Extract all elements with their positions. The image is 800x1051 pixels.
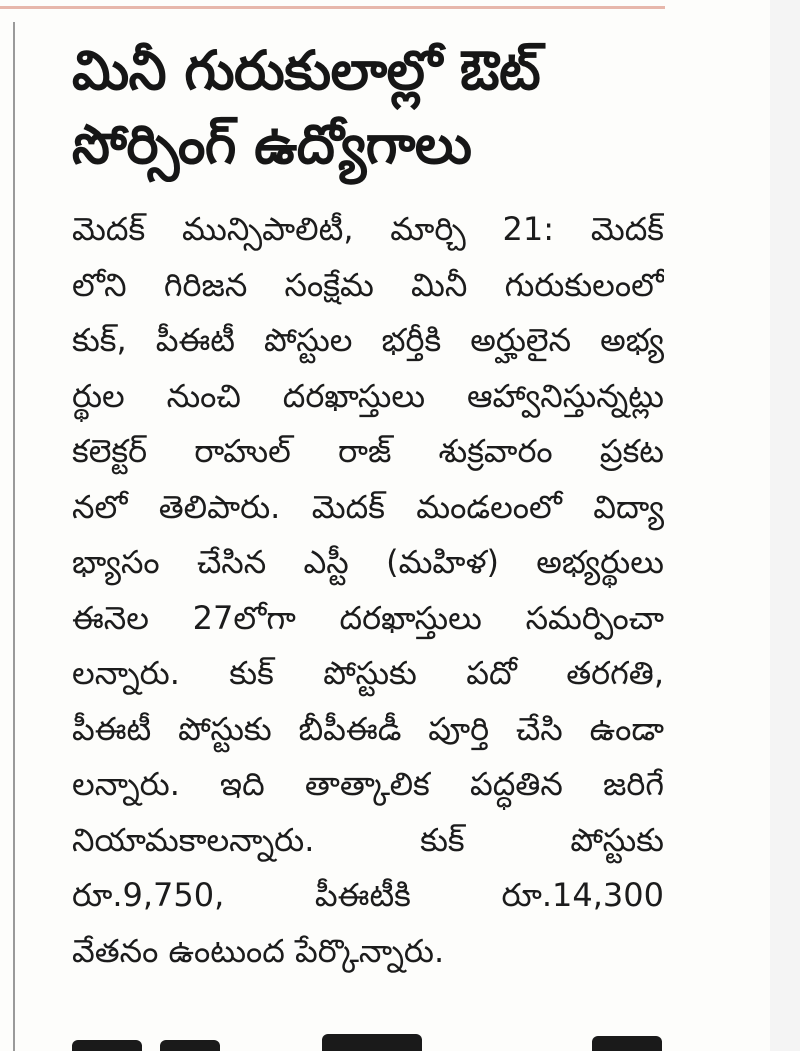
body-line: వేతనం ఉంటుంద పేర్కొన్నారు. bbox=[72, 931, 445, 970]
cutoff-glyph bbox=[592, 1036, 662, 1051]
headline-line: సోర్సింగ్ ఉద్యోగాలు bbox=[72, 113, 472, 176]
cutoff-glyph bbox=[160, 1040, 220, 1051]
article-body bbox=[72, 202, 664, 979]
cutoff-glyph bbox=[322, 1034, 422, 1051]
body-line: మెదక్ మున్సిపాలిటీ, మార్చి 21: మెదక్ bbox=[72, 210, 664, 248]
body-line: లోని గిరిజన సంక్షేమ మినీ గురుకులంలో bbox=[72, 265, 664, 304]
body-line: రూ.9,750, పీఈటీకి రూ.14,300 bbox=[72, 876, 664, 914]
article-headline bbox=[72, 34, 664, 182]
body-line: పీఈటీ పోస్టుకు బీపీఈడీ పూర్తి చేసి ఉండా bbox=[72, 709, 664, 748]
body-line: ఈనెల 27లోగా దరఖాస్తులు సమర్పించా bbox=[72, 598, 664, 637]
body-line: కలెక్టర్ రాహుల్ రాజ్ శుక్రవారం ప్రకట bbox=[72, 432, 664, 470]
column-divider-rule bbox=[13, 22, 15, 1051]
cutoff-glyph bbox=[72, 1040, 142, 1051]
body-line: లన్నారు. ఇది తాత్కాలిక పద్ధతిన జరిగే bbox=[72, 765, 664, 803]
next-article-headline-cutoff bbox=[72, 1032, 664, 1051]
headline-line: మినీ గురుకులాల్లో ఔట్ bbox=[72, 39, 541, 102]
body-line: భ్యాసం చేసిన ఎస్టీ (మహిళ) అభ్యర్థులు bbox=[72, 543, 664, 581]
top-divider-rule bbox=[0, 6, 665, 9]
body-line: కుక్, పీఈటీ పోస్టుల భర్తీకి అర్హులైన అభ్య bbox=[72, 321, 664, 359]
page-margin bbox=[770, 0, 800, 1051]
body-line: లన్నారు. కుక్ పోస్టుకు పదో తరగతి, bbox=[72, 654, 664, 692]
body-line: ర్థుల నుంచి దరఖాస్తులు ఆహ్వానిస్తున్నట్లు bbox=[72, 376, 664, 415]
news-article bbox=[72, 34, 664, 979]
body-line: నియామకాలన్నారు. కుక్ పోస్టుకు bbox=[72, 820, 664, 859]
body-line: నలో తెలిపారు. మెదక్ మండలంలో విద్యా bbox=[72, 487, 664, 526]
